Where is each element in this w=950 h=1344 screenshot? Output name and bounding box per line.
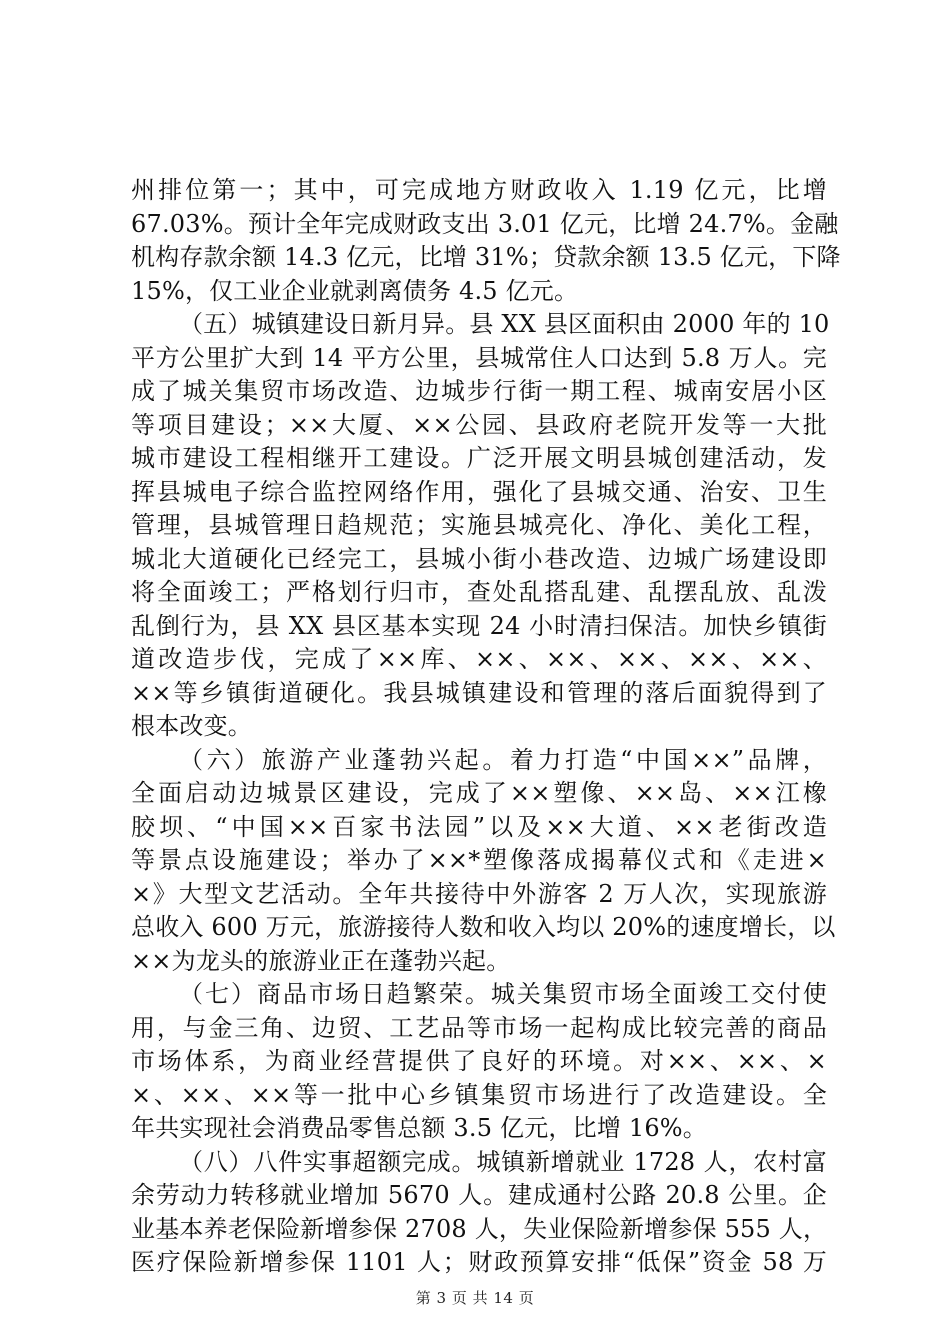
text-line: 城市建设工程相继开工建设。广泛开展文明县城创建活动，发 (131, 444, 827, 472)
text-line: ××等乡镇街道硬化。我县城镇建设和管理的落后面貌得到了 (131, 678, 827, 707)
text-line: ×》大型文艺活动。全年共接待中外游客 2 万人次，实现旅游 (131, 879, 827, 908)
text-line: 城北大道硬化已经完工，县城小街小巷改造、边城广场建设即 (131, 544, 827, 573)
text-line: （七）商品市场日趋繁荣。城关集贸市场全面竣工交付使 (179, 980, 827, 1008)
text-line: 医疗保险新增参保 1101 人；财政预算安排“低保”资金 58 万 (131, 1248, 827, 1276)
text-line: 等项目建设；××大厦、××公园、县政府老院开发等一大批 (131, 410, 827, 439)
text-line: 全面启动边城景区建设，完成了××塑像、××岛、××江橡 (131, 779, 827, 807)
text-line: 管理，县城管理日趋规范；实施县城亮化、净化、美化工程， (131, 511, 827, 539)
text-line: （八）八件实事超额完成。城镇新增就业 1728 人，农村富 (179, 1147, 827, 1176)
text-line: 成了城关集贸市场改造、边城步行街一期工程、城南安居小区 (131, 377, 827, 405)
text-line: 67.03%。预计全年完成财政支出 3.01 亿元，比增 24.7%。金融 (131, 209, 839, 238)
text-line: 挥县城电子综合监控网络作用，强化了县城交通、治安、卫生 (131, 477, 827, 506)
document-body (131, 174, 841, 1280)
text-line: ××为龙头的旅游业正在蓬勃兴起。 (131, 946, 511, 975)
text-line: 乱倒行为，县 XX 县区基本实现 24 小时清扫保洁。加快乡镇街 (131, 611, 827, 640)
text-line: 胶坝、“中国××百家书法园”以及××大道、××老街改造 (131, 812, 828, 841)
text-line: 年共实现社会消费品零售总额 3.5 亿元，比增 16%。 (131, 1114, 707, 1142)
text-line: 等景点设施建设；举办了××*塑像落成揭幕仪式和《走进× (131, 846, 827, 874)
text-line: 15%，仅工业企业就剥离债务 4.5 亿元。 (131, 276, 579, 305)
text-line: （六）旅游产业蓬勃兴起。着力打造“中国××”品牌， (179, 745, 827, 774)
page-number-footer: 第 3 页 共 14 页 (415, 1289, 535, 1307)
text-line: 平方公里扩大到 14 平方公里，县城常住人口达到 5.8 万人。完 (131, 343, 827, 372)
text-line: 将全面竣工；严格划行归市，查处乱搭乱建、乱摆乱放、乱泼 (131, 578, 827, 606)
text-line: 道改造步伐，完成了××库、××、××、××、××、××、 (131, 645, 827, 673)
text-line: 业基本养老保险新增参保 2708 人，失业保险新增参保 555 人， (131, 1214, 828, 1243)
text-line: ×、××、××等一批中心乡镇集贸市场进行了改造建设。全 (131, 1080, 827, 1109)
text-line: （五）城镇建设日新月异。县 XX 县区面积由 2000 年的 10 (179, 310, 830, 338)
text-line: 余劳动力转移就业增加 5670 人。建成通村公路 20.8 公里。企 (131, 1181, 827, 1209)
text-line: 机构存款余额 14.3 亿元，比增 31%；贷款余额 13.5 亿元，下降 (131, 243, 841, 271)
text-line: 用，与金三角、边贸、工艺品等市场一起构成比较完善的商品 (131, 1013, 827, 1042)
text-line: 州排位第一；其中，可完成地方财政收入 1.19 亿元，比增 (131, 176, 827, 204)
text-line: 市场体系，为商业经营提供了良好的环境。对××、××、× (131, 1047, 827, 1075)
text-line: 根本改变。 (131, 712, 252, 740)
text-line: 总收入 600 万元，旅游接待人数和收入均以 20%的速度增长，以 (131, 913, 836, 941)
